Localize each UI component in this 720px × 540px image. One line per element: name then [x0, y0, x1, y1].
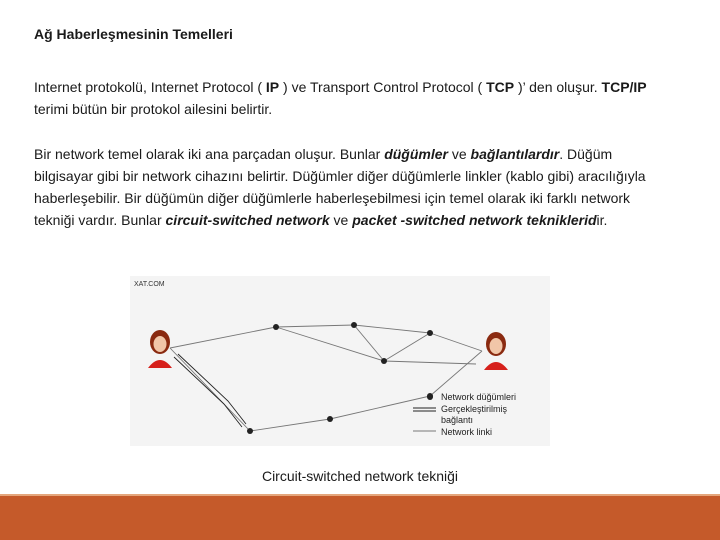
legend-link-label: Network linki: [441, 427, 493, 437]
legend-node-label: Network düğümleri: [441, 392, 517, 402]
network-node: [327, 416, 333, 422]
network-node: [247, 428, 253, 434]
slide-title: Ağ Haberleşmesinin Temelleri: [34, 26, 233, 42]
links-term: bağlantılardır: [470, 146, 560, 162]
text: )’ den oluşur.: [514, 79, 602, 95]
figure-caption: Circuit-switched network tekniği: [261, 468, 459, 484]
footer-accent-bar: [0, 496, 720, 540]
text: Internet protokolü, Internet Protocol (: [34, 79, 266, 95]
text: ve: [447, 146, 471, 162]
paragraph-protocols: [34, 76, 674, 120]
tcpip-term: TCP/IP: [601, 79, 647, 95]
packet-term: packet -switched network tekniklerid: [352, 212, 597, 228]
text: ) ve Transport Control Protocol (: [279, 79, 487, 95]
legend-connection-label-2: bağlantı: [441, 415, 474, 425]
text: ir.: [596, 212, 608, 228]
network-diagram-svg: [130, 276, 550, 446]
legend-connection-label-1: Gerçekleştirilmiş: [441, 404, 508, 414]
nodes-term: düğümler: [384, 146, 448, 162]
ip-term: IP: [265, 79, 280, 95]
paragraph-network: [34, 143, 674, 231]
circuit-switched-diagram: [130, 276, 550, 446]
text: Bir network temel olarak iki ana parçadan oluşur. Bunlar: [34, 146, 385, 162]
text: terimi bütün bir protokol ailesini belirtir.: [34, 101, 273, 117]
network-node: [351, 322, 357, 328]
network-node: [381, 358, 387, 364]
text: . Düğüm bilgisayar gibi bir network cihazını belirtir. Düğümler diğer düğümlerle linkler (kablo gibi) aracılığıyla haberleşebilir. Bir düğümün diğer düğümlerle haberleşebilmesi için temel olarak iki farklı network tekniği vardır. Bunlar: [34, 146, 646, 228]
diagram-background: [130, 276, 550, 446]
network-node: [427, 330, 433, 336]
diagram-watermark: XAT.COM: [134, 281, 165, 288]
tcp-term: TCP: [486, 79, 515, 95]
text: ve: [329, 212, 353, 228]
legend-node-symbol: [427, 394, 433, 400]
circuit-term: circuit-switched network: [165, 212, 330, 228]
network-node: [273, 324, 279, 330]
